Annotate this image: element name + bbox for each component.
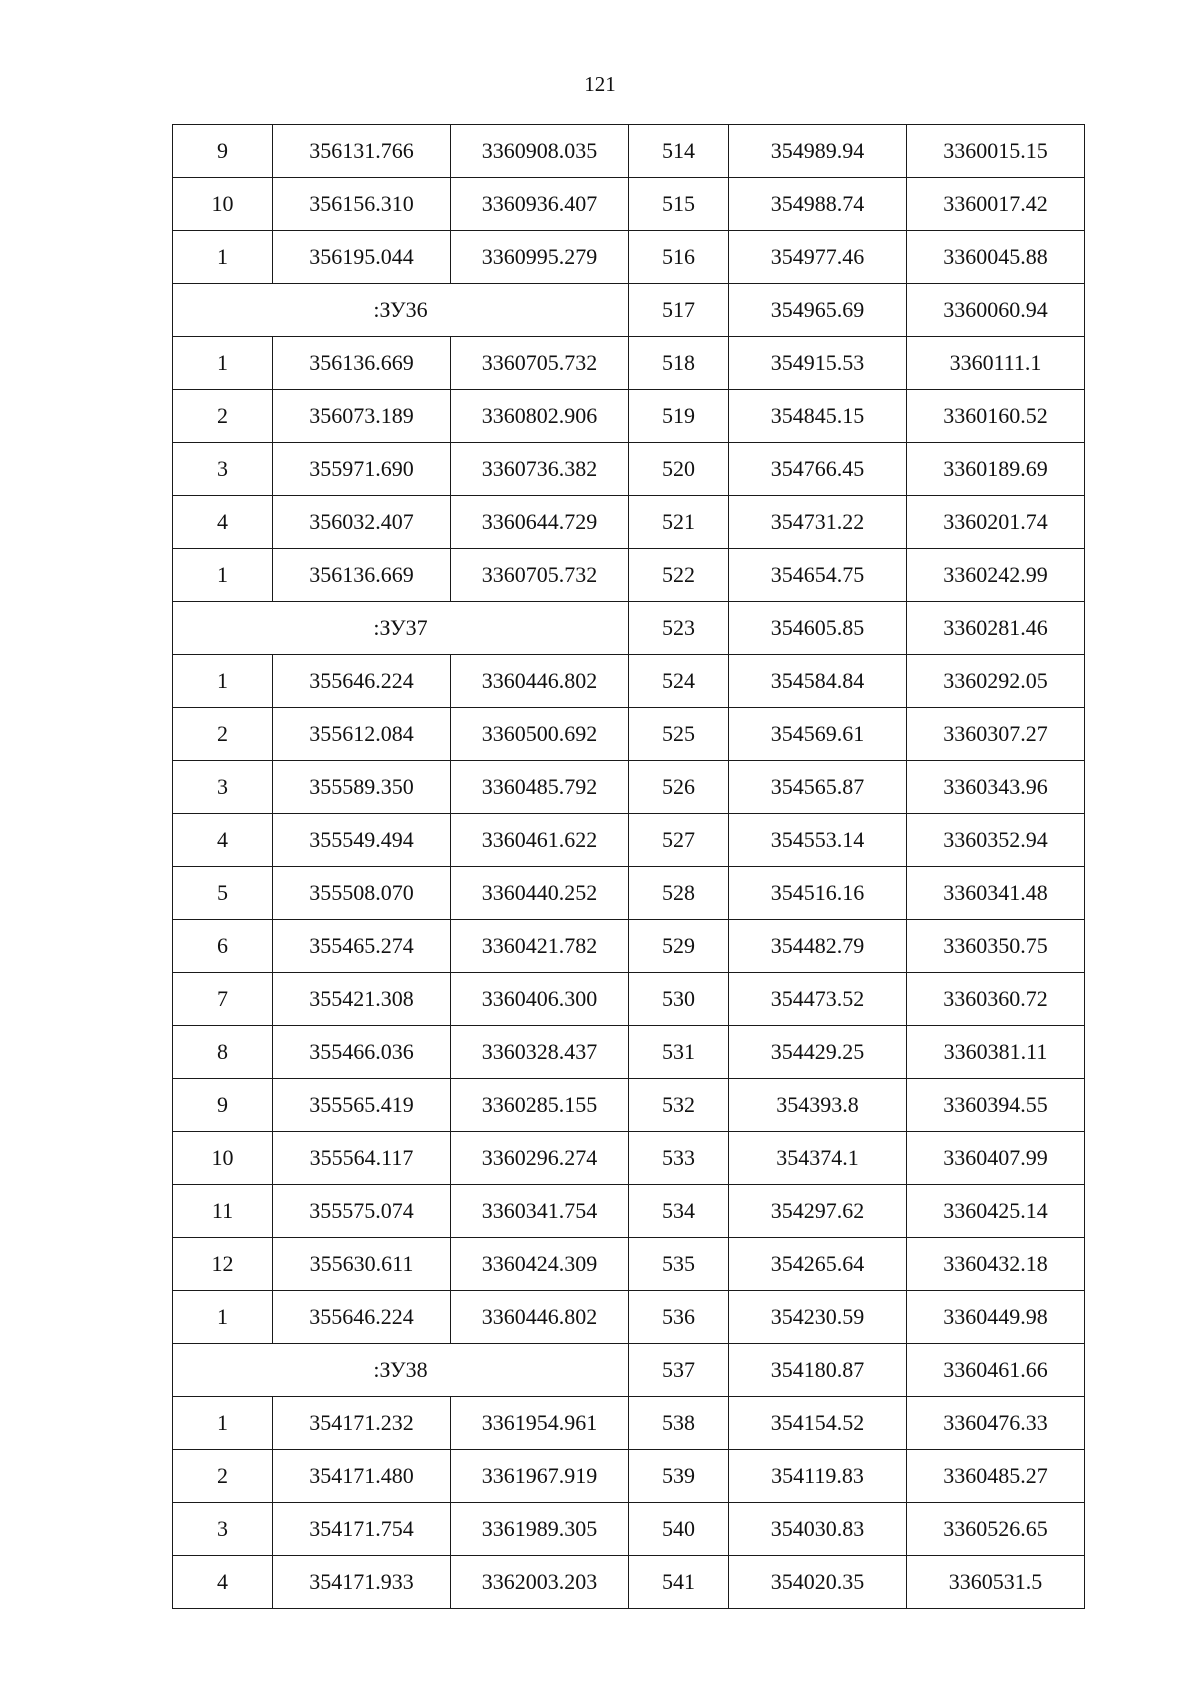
- point-number-cell: 526: [629, 761, 729, 814]
- point-number-cell: 535: [629, 1238, 729, 1291]
- y-coordinate-cell: 3360352.94: [907, 814, 1085, 867]
- x-coordinate-cell: 354565.87: [729, 761, 907, 814]
- point-number-cell: 539: [629, 1450, 729, 1503]
- table-row: [173, 973, 1085, 1026]
- section-row: [173, 602, 1085, 655]
- y-coordinate-cell: 3360292.05: [907, 655, 1085, 708]
- x-coordinate-cell: 355549.494: [273, 814, 451, 867]
- x-coordinate-cell: 355612.084: [273, 708, 451, 761]
- x-coordinate-cell: 355465.274: [273, 920, 451, 973]
- point-number-cell: 10: [173, 1132, 273, 1185]
- y-coordinate-cell: 3360421.782: [451, 920, 629, 973]
- y-coordinate-cell: 3360285.155: [451, 1079, 629, 1132]
- table-row: [173, 761, 1085, 814]
- point-number-cell: 1: [173, 337, 273, 390]
- x-coordinate-cell: 354020.35: [729, 1556, 907, 1609]
- y-coordinate-cell: 3360406.300: [451, 973, 629, 1026]
- y-coordinate-cell: 3360350.75: [907, 920, 1085, 973]
- table-row: [173, 655, 1085, 708]
- section-row: [173, 1344, 1085, 1397]
- point-number-cell: 2: [173, 708, 273, 761]
- x-coordinate-cell: 354977.46: [729, 231, 907, 284]
- coordinates-table: [172, 124, 1085, 1609]
- y-coordinate-cell: 3360328.437: [451, 1026, 629, 1079]
- point-number-cell: 531: [629, 1026, 729, 1079]
- y-coordinate-cell: 3360407.99: [907, 1132, 1085, 1185]
- point-number-cell: 8: [173, 1026, 273, 1079]
- x-coordinate-cell: 354119.83: [729, 1450, 907, 1503]
- table-row: [173, 1026, 1085, 1079]
- x-coordinate-cell: 354030.83: [729, 1503, 907, 1556]
- point-number-cell: 529: [629, 920, 729, 973]
- point-number-cell: 6: [173, 920, 273, 973]
- x-coordinate-cell: 354915.53: [729, 337, 907, 390]
- y-coordinate-cell: 3360449.98: [907, 1291, 1085, 1344]
- page-number: 121: [584, 72, 616, 96]
- table-row: [173, 1079, 1085, 1132]
- point-number-cell: 10: [173, 178, 273, 231]
- y-coordinate-cell: 3360705.732: [451, 337, 629, 390]
- y-coordinate-cell: 3361989.305: [451, 1503, 629, 1556]
- table-row: [173, 549, 1085, 602]
- y-coordinate-cell: 3360995.279: [451, 231, 629, 284]
- point-number-cell: 525: [629, 708, 729, 761]
- table-row: [173, 337, 1085, 390]
- point-number-cell: 11: [173, 1185, 273, 1238]
- x-coordinate-cell: 354230.59: [729, 1291, 907, 1344]
- x-coordinate-cell: 354569.61: [729, 708, 907, 761]
- coordinates-table-body: [173, 125, 1085, 1609]
- x-coordinate-cell: 355508.070: [273, 867, 451, 920]
- x-coordinate-cell: 354171.480: [273, 1450, 451, 1503]
- x-coordinate-cell: 354154.52: [729, 1397, 907, 1450]
- y-coordinate-cell: 3360802.906: [451, 390, 629, 443]
- x-coordinate-cell: 355565.419: [273, 1079, 451, 1132]
- y-coordinate-cell: 3360015.15: [907, 125, 1085, 178]
- point-number-cell: 541: [629, 1556, 729, 1609]
- x-coordinate-cell: 356136.669: [273, 337, 451, 390]
- y-coordinate-cell: 3360111.1: [907, 337, 1085, 390]
- x-coordinate-cell: 355564.117: [273, 1132, 451, 1185]
- y-coordinate-cell: 3360440.252: [451, 867, 629, 920]
- point-number-cell: 540: [629, 1503, 729, 1556]
- table-row: [173, 1238, 1085, 1291]
- table-row: [173, 814, 1085, 867]
- x-coordinate-cell: 354516.16: [729, 867, 907, 920]
- y-coordinate-cell: 3360060.94: [907, 284, 1085, 337]
- point-number-cell: 537: [629, 1344, 729, 1397]
- table-row: [173, 1450, 1085, 1503]
- y-coordinate-cell: 3360360.72: [907, 973, 1085, 1026]
- y-coordinate-cell: 3360446.802: [451, 1291, 629, 1344]
- table-row: [173, 390, 1085, 443]
- y-coordinate-cell: 3360531.5: [907, 1556, 1085, 1609]
- x-coordinate-cell: 354989.94: [729, 125, 907, 178]
- x-coordinate-cell: 356156.310: [273, 178, 451, 231]
- x-coordinate-cell: 354374.1: [729, 1132, 907, 1185]
- point-number-cell: 538: [629, 1397, 729, 1450]
- point-number-cell: 536: [629, 1291, 729, 1344]
- point-number-cell: 4: [173, 814, 273, 867]
- x-coordinate-cell: 356032.407: [273, 496, 451, 549]
- x-coordinate-cell: 355971.690: [273, 443, 451, 496]
- point-number-cell: 3: [173, 443, 273, 496]
- y-coordinate-cell: 3360394.55: [907, 1079, 1085, 1132]
- y-coordinate-cell: 3360644.729: [451, 496, 629, 549]
- x-coordinate-cell: 354584.84: [729, 655, 907, 708]
- y-coordinate-cell: 3360160.52: [907, 390, 1085, 443]
- x-coordinate-cell: 354429.25: [729, 1026, 907, 1079]
- x-coordinate-cell: 354180.87: [729, 1344, 907, 1397]
- table-row: [173, 231, 1085, 284]
- x-coordinate-cell: 354988.74: [729, 178, 907, 231]
- point-number-cell: 4: [173, 1556, 273, 1609]
- point-number-cell: 523: [629, 602, 729, 655]
- table-row: [173, 708, 1085, 761]
- y-coordinate-cell: 3360500.692: [451, 708, 629, 761]
- y-coordinate-cell: 3360242.99: [907, 549, 1085, 602]
- section-title-cell: :ЗУ37: [173, 602, 629, 655]
- point-number-cell: 524: [629, 655, 729, 708]
- x-coordinate-cell: 354731.22: [729, 496, 907, 549]
- y-coordinate-cell: 3360343.96: [907, 761, 1085, 814]
- table-row: [173, 1291, 1085, 1344]
- point-number-cell: 516: [629, 231, 729, 284]
- y-coordinate-cell: 3360201.74: [907, 496, 1085, 549]
- y-coordinate-cell: 3360425.14: [907, 1185, 1085, 1238]
- point-number-cell: 5: [173, 867, 273, 920]
- point-number-cell: 3: [173, 761, 273, 814]
- section-title-cell: :ЗУ36: [173, 284, 629, 337]
- y-coordinate-cell: 3360281.46: [907, 602, 1085, 655]
- x-coordinate-cell: 354965.69: [729, 284, 907, 337]
- section-title-cell: :ЗУ38: [173, 1344, 629, 1397]
- point-number-cell: 7: [173, 973, 273, 1026]
- y-coordinate-cell: 3360461.66: [907, 1344, 1085, 1397]
- y-coordinate-cell: 3360017.42: [907, 178, 1085, 231]
- y-coordinate-cell: 3360296.274: [451, 1132, 629, 1185]
- table-row: [173, 1185, 1085, 1238]
- point-number-cell: 3: [173, 1503, 273, 1556]
- point-number-cell: 521: [629, 496, 729, 549]
- point-number-cell: 1: [173, 1397, 273, 1450]
- y-coordinate-cell: 3361954.961: [451, 1397, 629, 1450]
- y-coordinate-cell: 3360424.309: [451, 1238, 629, 1291]
- y-coordinate-cell: 3360476.33: [907, 1397, 1085, 1450]
- x-coordinate-cell: 356131.766: [273, 125, 451, 178]
- point-number-cell: 522: [629, 549, 729, 602]
- point-number-cell: 2: [173, 390, 273, 443]
- table-row: [173, 125, 1085, 178]
- x-coordinate-cell: 355466.036: [273, 1026, 451, 1079]
- y-coordinate-cell: 3360485.27: [907, 1450, 1085, 1503]
- point-number-cell: 514: [629, 125, 729, 178]
- point-number-cell: 515: [629, 178, 729, 231]
- y-coordinate-cell: 3360936.407: [451, 178, 629, 231]
- y-coordinate-cell: 3360381.11: [907, 1026, 1085, 1079]
- point-number-cell: 1: [173, 1291, 273, 1344]
- point-number-cell: 527: [629, 814, 729, 867]
- point-number-cell: 2: [173, 1450, 273, 1503]
- x-coordinate-cell: 354171.232: [273, 1397, 451, 1450]
- x-coordinate-cell: 354297.62: [729, 1185, 907, 1238]
- y-coordinate-cell: 3360307.27: [907, 708, 1085, 761]
- point-number-cell: 1: [173, 549, 273, 602]
- table-row: [173, 496, 1085, 549]
- y-coordinate-cell: 3361967.919: [451, 1450, 629, 1503]
- y-coordinate-cell: 3360736.382: [451, 443, 629, 496]
- x-coordinate-cell: 356073.189: [273, 390, 451, 443]
- y-coordinate-cell: 3360432.18: [907, 1238, 1085, 1291]
- y-coordinate-cell: 3360189.69: [907, 443, 1085, 496]
- y-coordinate-cell: 3360341.48: [907, 867, 1085, 920]
- table-row: [173, 920, 1085, 973]
- point-number-cell: 517: [629, 284, 729, 337]
- y-coordinate-cell: 3360705.732: [451, 549, 629, 602]
- table-row: [173, 178, 1085, 231]
- point-number-cell: 4: [173, 496, 273, 549]
- table-row: [173, 1132, 1085, 1185]
- point-number-cell: 534: [629, 1185, 729, 1238]
- y-coordinate-cell: 3360908.035: [451, 125, 629, 178]
- table-row: [173, 443, 1085, 496]
- y-coordinate-cell: 3360485.792: [451, 761, 629, 814]
- y-coordinate-cell: 3362003.203: [451, 1556, 629, 1609]
- x-coordinate-cell: 356136.669: [273, 549, 451, 602]
- point-number-cell: 528: [629, 867, 729, 920]
- table-row: [173, 1397, 1085, 1450]
- x-coordinate-cell: 354482.79: [729, 920, 907, 973]
- point-number-cell: 532: [629, 1079, 729, 1132]
- y-coordinate-cell: 3360341.754: [451, 1185, 629, 1238]
- table-row: [173, 867, 1085, 920]
- x-coordinate-cell: 354553.14: [729, 814, 907, 867]
- y-coordinate-cell: 3360461.622: [451, 814, 629, 867]
- point-number-cell: 530: [629, 973, 729, 1026]
- x-coordinate-cell: 355630.611: [273, 1238, 451, 1291]
- table-row: [173, 1556, 1085, 1609]
- table-row: [173, 1503, 1085, 1556]
- x-coordinate-cell: 354393.8: [729, 1079, 907, 1132]
- x-coordinate-cell: 354171.754: [273, 1503, 451, 1556]
- y-coordinate-cell: 3360526.65: [907, 1503, 1085, 1556]
- section-row: [173, 284, 1085, 337]
- point-number-cell: 9: [173, 1079, 273, 1132]
- x-coordinate-cell: 354845.15: [729, 390, 907, 443]
- x-coordinate-cell: 354265.64: [729, 1238, 907, 1291]
- x-coordinate-cell: 355421.308: [273, 973, 451, 1026]
- x-coordinate-cell: 354473.52: [729, 973, 907, 1026]
- x-coordinate-cell: 354654.75: [729, 549, 907, 602]
- point-number-cell: 1: [173, 655, 273, 708]
- point-number-cell: 9: [173, 125, 273, 178]
- y-coordinate-cell: 3360045.88: [907, 231, 1085, 284]
- x-coordinate-cell: 355589.350: [273, 761, 451, 814]
- point-number-cell: 12: [173, 1238, 273, 1291]
- x-coordinate-cell: 354171.933: [273, 1556, 451, 1609]
- point-number-cell: 518: [629, 337, 729, 390]
- x-coordinate-cell: 355646.224: [273, 1291, 451, 1344]
- x-coordinate-cell: 354605.85: [729, 602, 907, 655]
- point-number-cell: 1: [173, 231, 273, 284]
- x-coordinate-cell: 355646.224: [273, 655, 451, 708]
- y-coordinate-cell: 3360446.802: [451, 655, 629, 708]
- x-coordinate-cell: 355575.074: [273, 1185, 451, 1238]
- x-coordinate-cell: 354766.45: [729, 443, 907, 496]
- x-coordinate-cell: 356195.044: [273, 231, 451, 284]
- point-number-cell: 520: [629, 443, 729, 496]
- point-number-cell: 533: [629, 1132, 729, 1185]
- point-number-cell: 519: [629, 390, 729, 443]
